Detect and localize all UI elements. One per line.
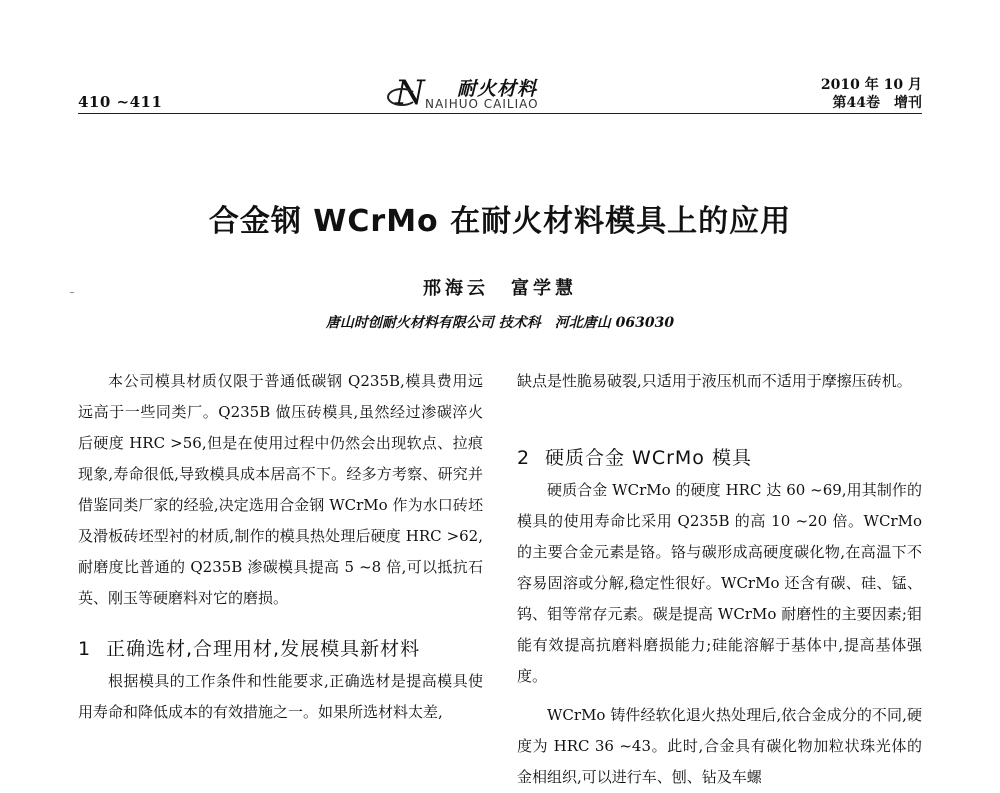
continued-paragraph: 缺点是性脆易破裂,只适用于液压机而不适用于摩擦压砖机。: [517, 372, 912, 390]
issue-info: [821, 76, 922, 112]
issue-date: 2010 年 10 月: [820, 77, 922, 93]
section-2-paragraph-1: 硬质合金 WCrMo 的硬度 HRC 达 60 ~69,用其制作的模具的使用寿命比采用 Q235B 的高 10 ~20 倍。WCrMo 的主要合金元素是铬。铬与碳形成高硬度碳化物,在高温下不容易固溶或分解,稳定性很好。WCrMo 还含有碳、硅、锰、钨、钼等常存元素。碳是提高 WCrMo 耐磨性的主要因素;钼能有效提高抗磨料磨损能力;硅能溶解于基体中,提高基体强度。: [517, 481, 922, 685]
right-column: [517, 366, 922, 793]
author-affiliation: 唐山时创耐火材料有限公司 技术科 河北唐山 063030: [325, 315, 675, 331]
journal-name-en: NAIHUO CAILIAO: [425, 97, 539, 111]
section-1-paragraph: 根据模具的工作条件和性能要求,正确选材是提高模具使用寿命和降低成本的有效措施之一。如果所选材料太差,: [78, 672, 483, 721]
logo-mark-icon: N: [395, 76, 425, 110]
section-1-heading: [78, 632, 483, 666]
article-title: 合金钢 WCrMo 在耐火材料模具上的应用: [208, 204, 792, 239]
page-range: 410 ~411: [78, 93, 163, 111]
section-2-heading: [517, 441, 922, 475]
section-1-title: 正确选材,合理用材,发展模具新材料: [106, 638, 421, 660]
intro-paragraph: 本公司模具材质仅限于普通低碳钢 Q235B,模具费用远远高于一些同类厂。Q235B 做压砖模具,虽然经过渗碳淬火后硬度 HRC >56,但是在使用过程中仍然会出现软点、拉痕现象,寿命很低,导致模具成本居高不下。经多方考察、研究并借鉴同类厂家的经验,决定选用合金钢 WCrMo 作为水口砖坯及滑板砖坯型衬的材质,制作的模具热处理后硬度 HRC >62,耐磨度比普通的 Q235B 渗碳模具提高 5 ~8 倍,可以抵抗石英、刚玉等硬磨料对它的磨损。: [78, 372, 483, 607]
section-2-number: 2: [517, 447, 531, 469]
section-2-paragraph-2: WCrMo 铸件经软化退火热处理后,依合金成分的不同,硬度为 HRC 36 ~43。此时,合金具有碳化物加粒状珠光体的金相组织,可以进行车、刨、钻及车螺: [517, 706, 922, 786]
journal-name-cn: 耐火材料: [457, 78, 538, 100]
issue-volume: 第44卷 增刊: [832, 95, 922, 111]
journal-logo: [395, 70, 585, 115]
left-column: [78, 366, 483, 728]
header-rule: [78, 113, 922, 114]
section-1-number: 1: [78, 638, 92, 660]
section-2-title: 硬质合金 WCrMo 模具: [545, 447, 752, 469]
article-authors: 邢海云 富学慧: [423, 278, 577, 299]
